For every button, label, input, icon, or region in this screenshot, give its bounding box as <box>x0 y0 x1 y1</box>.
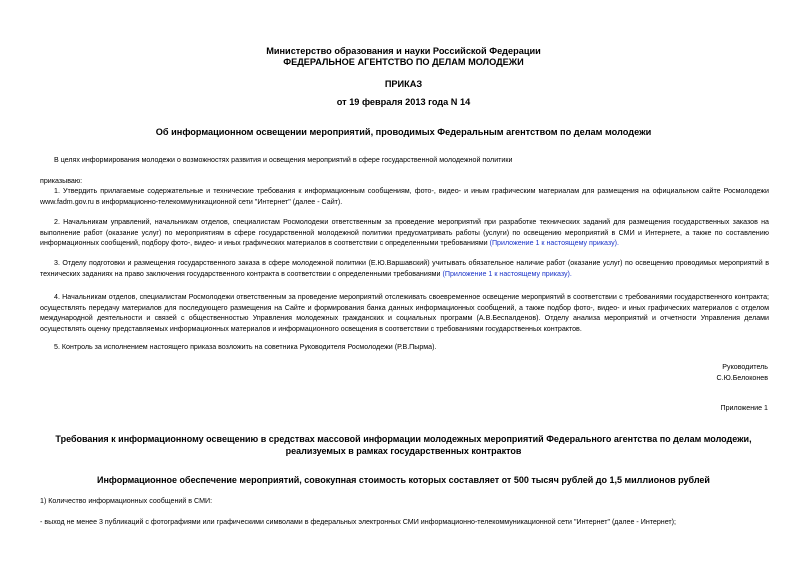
date-number: от 19 февраля 2013 года N 14 <box>336 97 471 107</box>
signature-role: Руководитель <box>722 363 768 371</box>
item-2 <box>40 217 769 249</box>
appendix-label: Приложение 1 <box>720 404 768 412</box>
item-3-text: 3. Отделу подготовки и размещения государственного заказа в сфере молодежной политики (Е.Ю.Варшавский) учитывать обязательное наличие работ (оказание услуг) по освещению проводимых мероприятий в технических заданиях на право заключения государственного контракта в соответствии с определенными требованиями <box>40 259 769 278</box>
document-title: Об информационном освещении мероприятий, проводимых Федеральным агентством по делам молодежи <box>155 127 652 137</box>
appendix-title-line-1: Требования к информационному освещению в средствах массовой информации молодежных мероприятий Федерального агентства по делам молодежи, <box>55 434 752 444</box>
agency-heading: ФЕДЕРАЛЬНОЕ АГЕНТСТВО ПО ДЕЛАМ МОЛОДЕЖИ <box>283 57 524 67</box>
appendix-bullet-1: - выход не менее 3 публикаций с фотографиями или графическими символами в федеральных электронных СМИ информационно-телекоммуникационной сети "Интернет" (далее - Интернет); <box>40 518 677 526</box>
item-5: 5. Контроль за исполнением настоящего приказа возложить на советника Руководителя Росмолодежи (Р.В.Пырма). <box>54 343 437 351</box>
appendix-point-1: 1) Количество информационных сообщений в СМИ: <box>40 497 213 505</box>
item-1: 1. Утвердить прилагаемые содержательные и технические требования к информационным сообщениям, фото-, видео- и иным графическим материалам для размещения на официальном сайте Росмолодежи www.fadm.gov.ru в информационно-телекоммуникационной сети "Интернет" (далее - Сайт). <box>40 187 769 206</box>
doc-type-heading: ПРИКАЗ <box>384 79 423 89</box>
intro-paragraph: В целях информирования молодежи о возможностях развития и освещения мероприятий в сфере государственной молодежной политики <box>54 156 513 164</box>
signature-name: С.Ю.Белоконев <box>716 374 768 382</box>
item-2-appendix-link[interactable]: (Приложение 1 к настоящему приказу). <box>489 239 619 247</box>
item-3 <box>40 258 769 279</box>
item-4: 4. Начальникам отделов, специалистам Росмолодежи ответственным за проведение мероприятий отслеживать своевременное освещение мероприятий в соответствии с требованиями государственного контракта; осуществлять передачу материалов для последующего размещения на Сайте и формирования банка данных информационных сообщений, а также подбор фото-, видео- и иных графических материалов с отделом международной деятельности и связей с общественностью Управления молодежных гражданских и социальных программ (А.В.Беспалденов). Отделу анализа мероприятий и отчетности Управления делами осуществлять оценку представляемых информационных материалов и информационного освещения в соответствии с требованиями государственных контрактов. <box>40 293 769 333</box>
appendix-subtitle: Информационное обеспечение мероприятий, совокупная стоимость которых составляет от 500 тысяч рублей до 1,5 миллионов рублей <box>97 475 710 485</box>
item-2-text: 2. Начальникам управлений, начальникам отделов, специалистам Росмолодежи ответственным за проведение мероприятий при разработке технических заданий для размещения государственных заказов на выполнение работ (оказание услуг) по мероприятиям в сфере государственной молодежной политики предусматривать работы (услуги) по освещению мероприятий в СМИ и Интернете, а также по составлению информационных сообщений, подбору фото-, видео- и иных графических материалов в соответствии с определенными требованиями <box>40 218 769 247</box>
ministry-heading: Министерство образования и науки Российской Федерации <box>266 46 541 56</box>
order-word: приказываю: <box>40 177 83 185</box>
appendix-title-line-2: реализуемых в рамках государственных контрактов <box>285 446 522 456</box>
item-3-appendix-link[interactable]: (Приложение 1 к настоящему приказу). <box>442 269 572 278</box>
